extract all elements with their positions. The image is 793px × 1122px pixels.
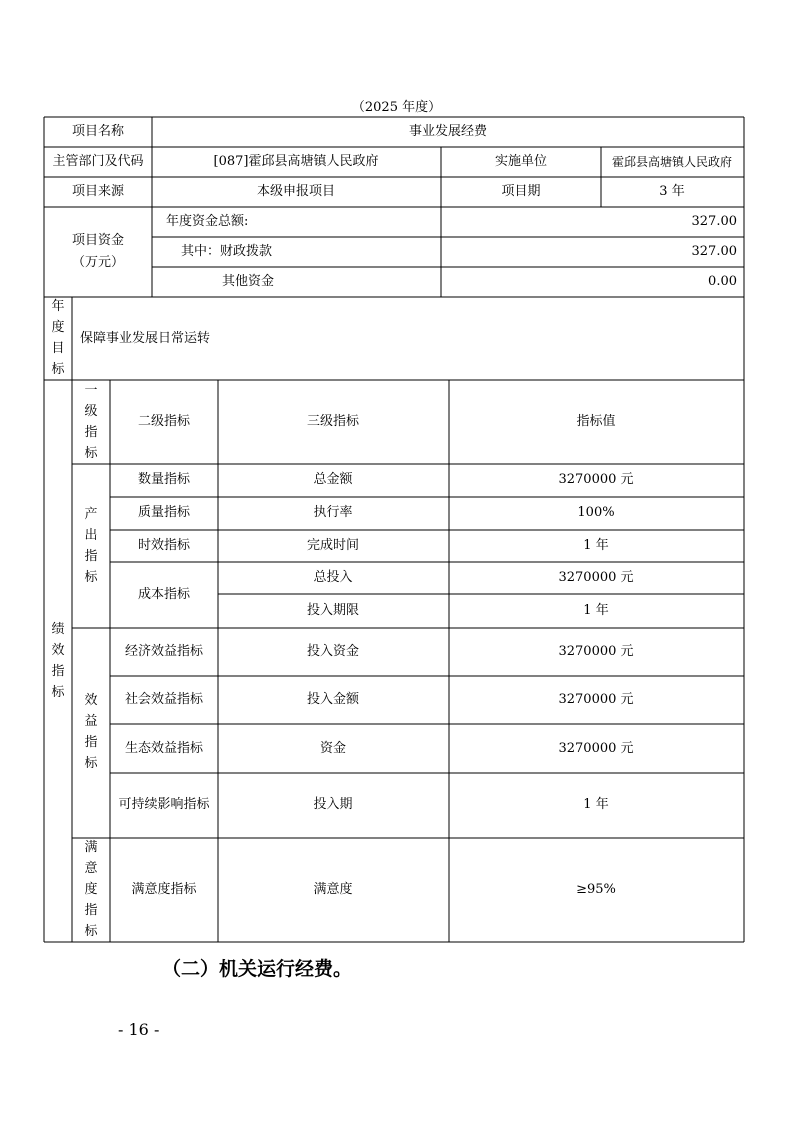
source-value: 本级申报项目 <box>256 184 336 199</box>
period-label: 项目期 <box>501 184 541 199</box>
project-name-value: 事业发展经费 <box>408 124 488 139</box>
funds-label: 项目资金 <box>71 233 125 248</box>
source-label: 项目来源 <box>71 184 125 199</box>
project-name-label: 项目名称 <box>71 124 125 139</box>
year-label: （2025 年度） <box>351 100 442 115</box>
level2-header: 二级指标 <box>137 414 191 429</box>
funds-other-label: 其他资金 <box>222 274 275 289</box>
level3-header: 三级指标 <box>306 414 360 429</box>
funds-unit-label: （万元） <box>71 255 125 270</box>
dept-value: [087]霍邱县高塘镇人民政府 <box>213 154 379 169</box>
funds-other-value: 0.00 <box>708 274 737 289</box>
goal-text: 保障事业发展日常运转 <box>80 331 211 346</box>
value-header: 指标值 <box>576 414 616 429</box>
funds-fiscal-label: 其中：财政拨款 <box>181 244 273 259</box>
period-value: 3 年 <box>659 184 685 199</box>
funds-total-label: 年度资金总额: <box>166 214 249 229</box>
funds-fiscal-value: 327.00 <box>691 244 737 259</box>
impl-label: 实施单位 <box>494 154 548 169</box>
dept-label: 主管部门及代码 <box>52 154 144 169</box>
page-number: - 16 - <box>118 1020 160 1039</box>
funds-total-value: 327.00 <box>691 214 737 229</box>
section-heading: （二）机关运行经费。 <box>162 958 353 980</box>
impl-value: 霍邱县高塘镇人民政府 <box>611 155 733 169</box>
